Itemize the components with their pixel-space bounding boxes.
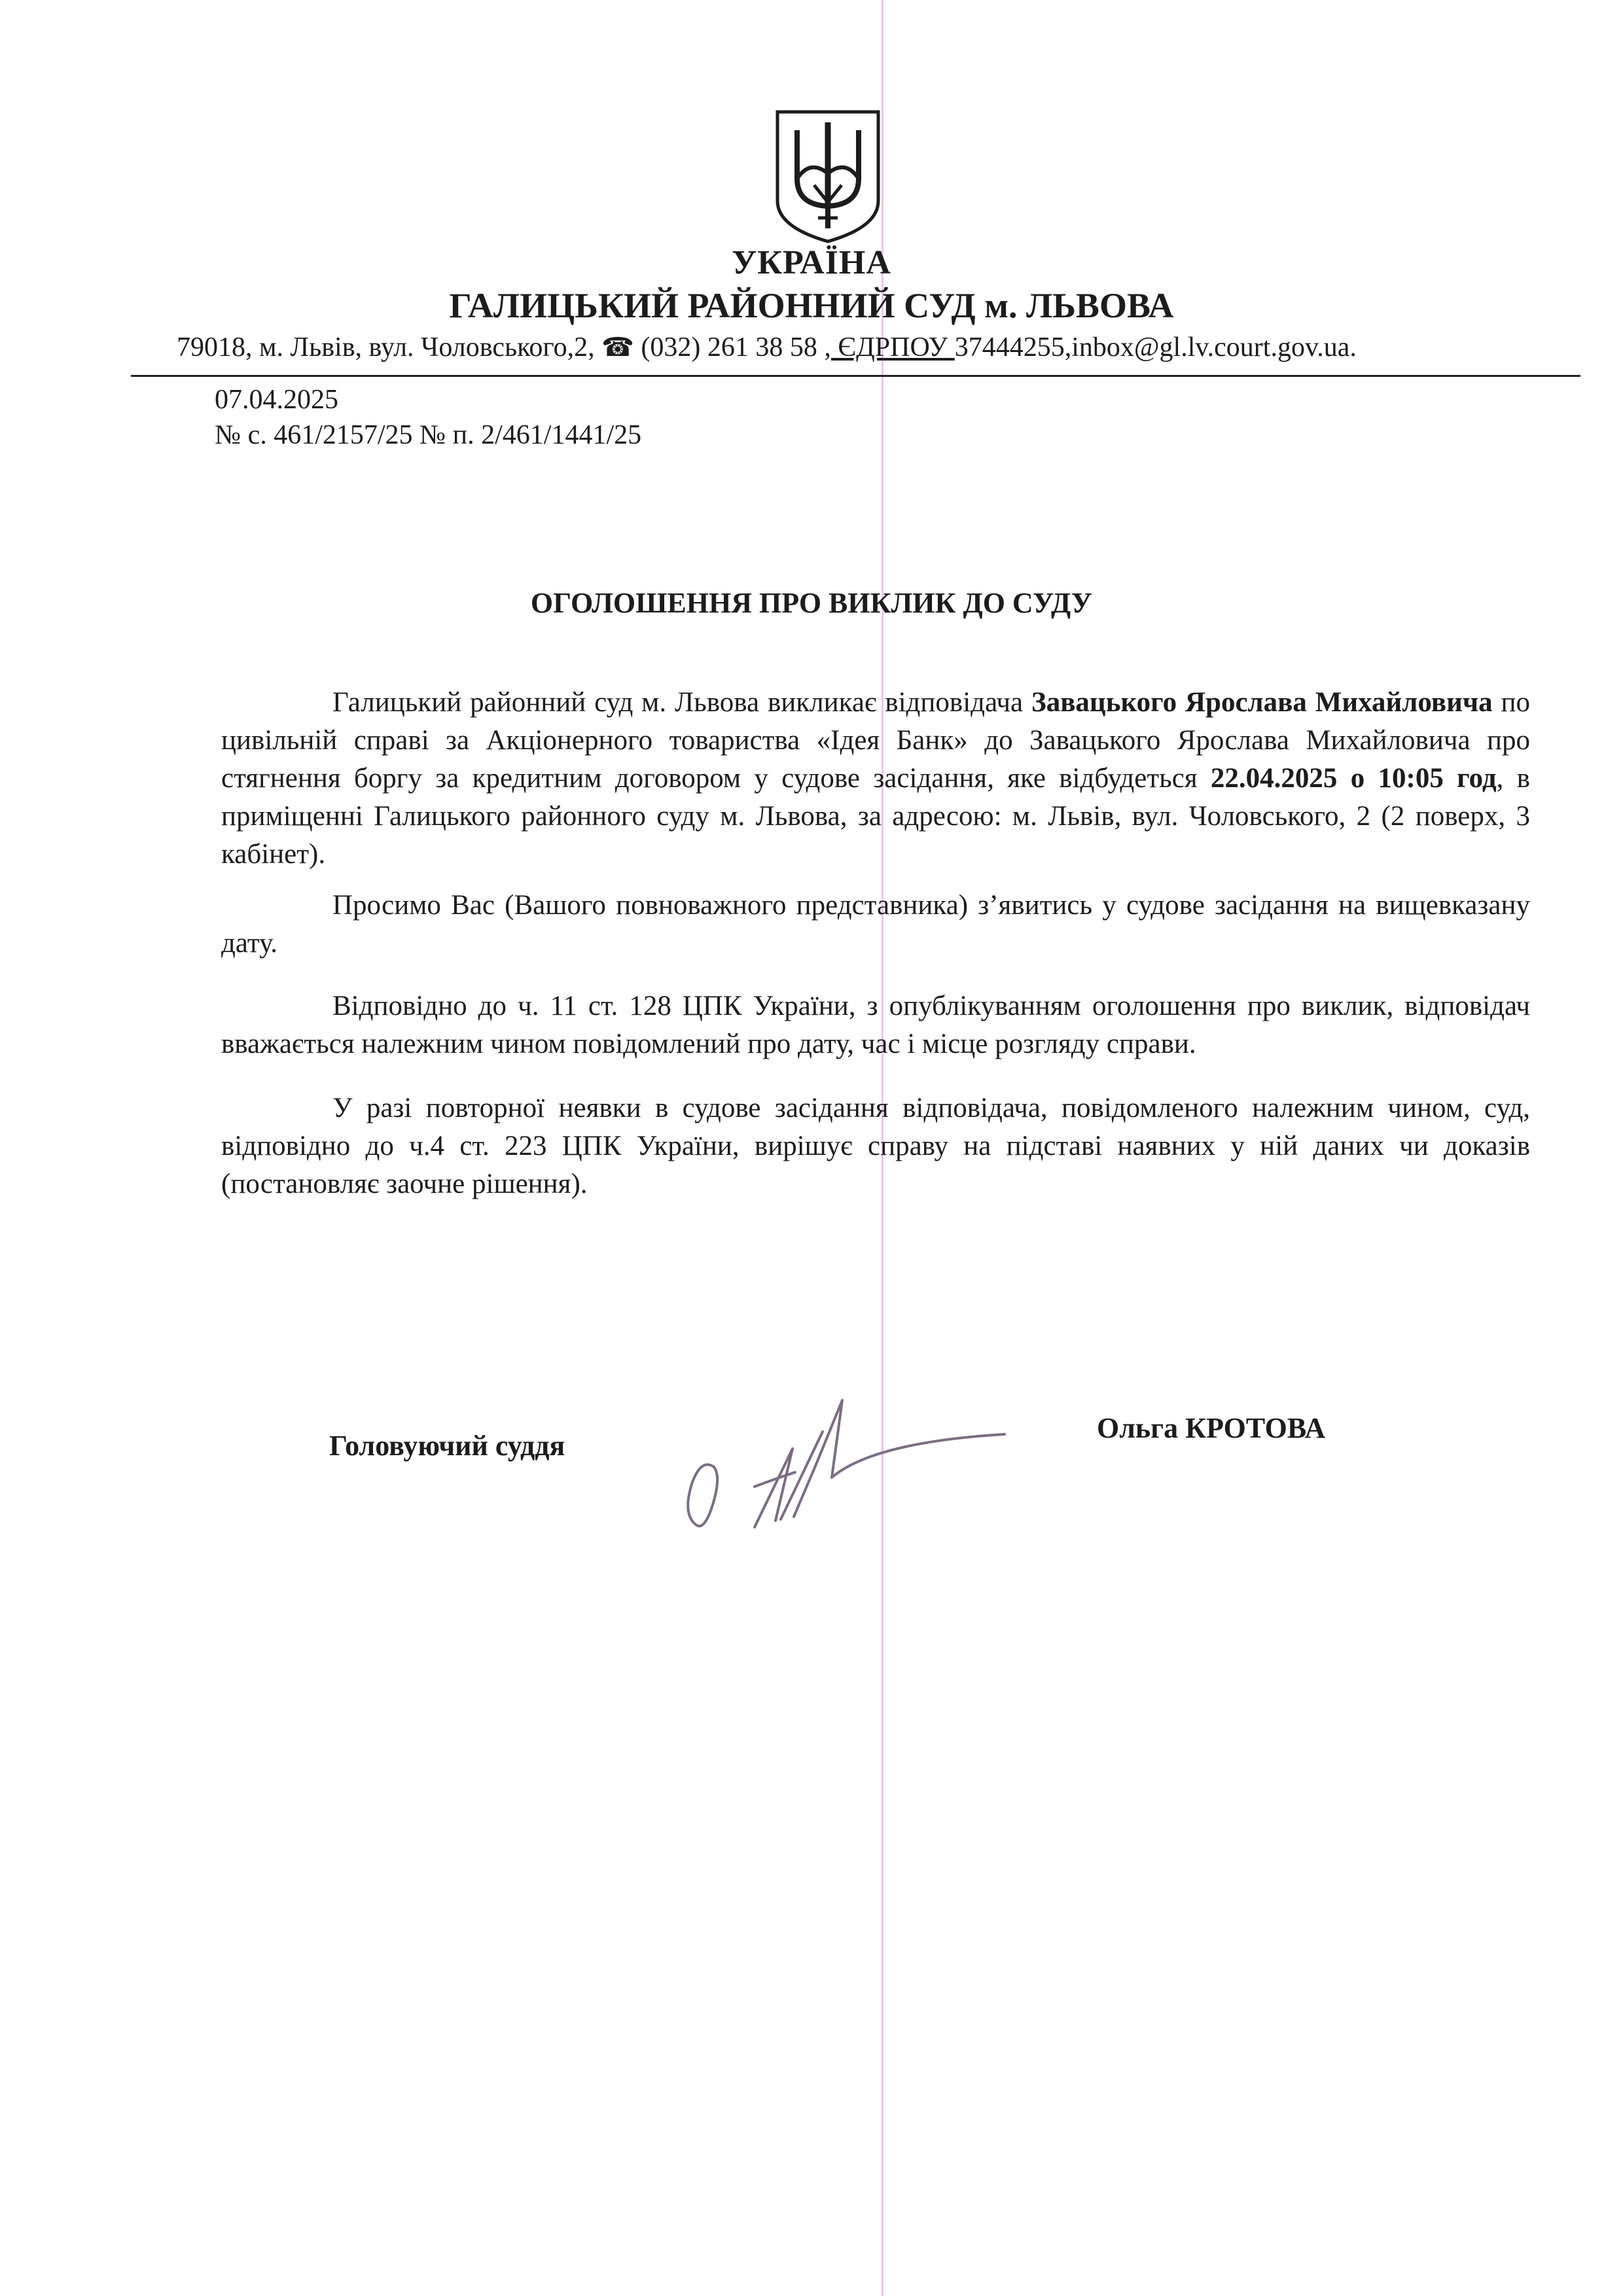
- p1-text-c: , в приміщенні Галицького районного суду м. Львова, за адресою: м. Львів, вул. Чоловського, 2 (2 поверх, 3 кабінет).: [221, 763, 1530, 870]
- hearing-datetime: 22.04.2025 о 10:05 год: [1210, 763, 1497, 794]
- paragraph-summons: [221, 684, 1530, 874]
- header-divider: [131, 375, 1580, 377]
- phone-icon: ☎: [601, 332, 634, 362]
- document-body: [221, 684, 1530, 1203]
- court-name: ГАЛИЦЬКИЙ РАЙОННИЙ СУД м. ЛЬВОВА: [449, 286, 1174, 325]
- address-text: 79018, м. Львів, вул. Чоловського,2,: [177, 332, 602, 362]
- court-address-line: [177, 332, 1357, 363]
- case-numbers: № с. 461/2157/25 № п. 2/461/1441/25: [215, 420, 642, 450]
- phone-number: (032) 261 38 58 ,: [641, 332, 831, 362]
- edrpou-email: 37444255,inbox@gl.lv.court.gov.ua.: [954, 332, 1357, 362]
- paragraph-default-judgment: У разі повторної неявки в судове засідання відповідача, повідомленого належним чином, суд, відповідно до ч.4 ст. 223 ЦПК України, вирішує справу на підставі наявних у ній даних чи доказів (постановляє заочне рішення).: [221, 1093, 1530, 1199]
- edrpou-label: ЄДРПОУ: [830, 332, 955, 362]
- document-date: 07.04.2025: [215, 385, 338, 415]
- handwritten-signature: [677, 1386, 1018, 1543]
- defendant-name: Завацького Ярослава Михайловича: [1031, 687, 1493, 718]
- country-name: УКРАЇНА: [732, 244, 891, 281]
- judge-title: Головуючий суддя: [329, 1430, 565, 1462]
- trident-emblem-icon: [772, 108, 883, 245]
- paragraph-notice: Відповідно до ч. 11 ст. 128 ЦПК України, з опублікуванням оголошення про виклик, відповідач вважається належним чином повідомлений про дату, час і місце розгляду справи.: [221, 991, 1530, 1059]
- p1-text-b: по цивільній справі за Акціонерного товариства «Ідея Банк» до Завацького Ярослава Михайловича про стягнення боргу за кредитним договором у судове засідання, яке відбудеться: [221, 687, 1531, 794]
- judge-name: Ольга КРОТОВА: [1097, 1412, 1326, 1444]
- p1-text-a: Галицький районний суд м. Львова викликає відповідача: [332, 687, 1032, 718]
- paragraph-request: Просимо Вас (Вашого повноважного представника) з’явитись у судове засідання на вищевказану дату.: [221, 890, 1530, 959]
- document-title: ОГОЛОШЕННЯ ПРО ВИКЛИК ДО СУДУ: [530, 587, 1093, 619]
